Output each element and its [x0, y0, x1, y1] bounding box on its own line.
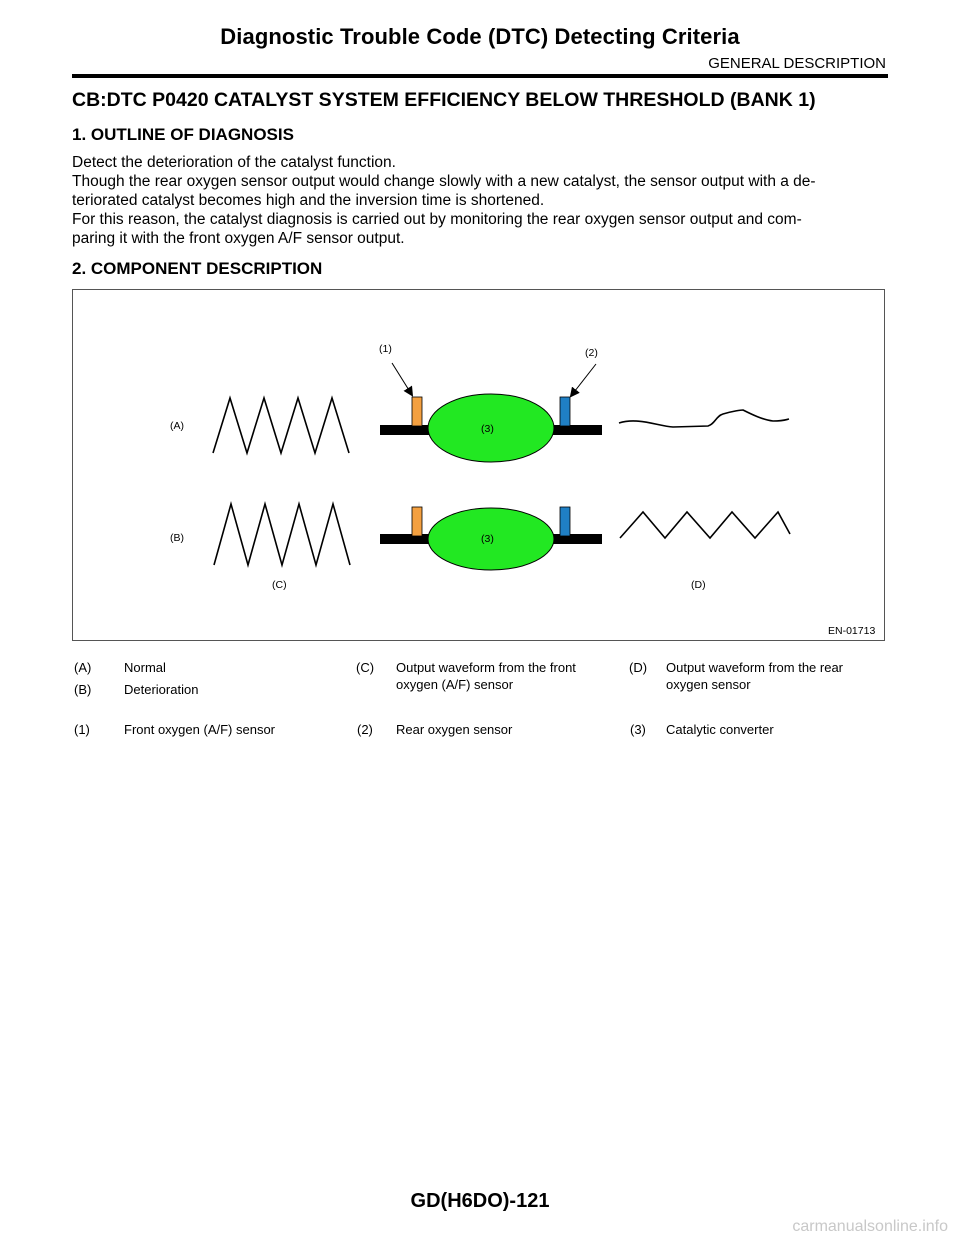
rear-waveform-deterioration — [620, 512, 790, 538]
page-number: GD(H6DO)-121 — [410, 1190, 550, 1212]
catalyst-diagram — [72, 289, 885, 641]
outline-line: Detect the deterioration of the catalyst function. — [72, 154, 396, 171]
watermark: carmanualsonline.info — [792, 1218, 948, 1235]
legend-key: (B) — [74, 682, 92, 697]
rear-waveform-normal — [619, 410, 789, 427]
legend-item-1 — [74, 721, 344, 741]
label-3-top: (3) — [481, 423, 494, 435]
front-sensor-normal — [412, 397, 422, 426]
header-rule — [72, 74, 888, 78]
callout-arrow-1 — [392, 363, 412, 395]
label-2: (2) — [585, 347, 598, 359]
legend-text: Deterioration — [124, 682, 199, 697]
legend-item-b — [74, 681, 324, 701]
legend-text-line: oxygen sensor — [666, 677, 751, 692]
legend-key: (3) — [630, 722, 646, 737]
page-title: Diagnostic Trouble Code (DTC) Detecting Criteria — [220, 24, 740, 49]
legend-key: (2) — [357, 722, 373, 737]
legend-item-d — [629, 659, 889, 695]
outline-heading: 1. OUTLINE OF DIAGNOSIS — [72, 125, 294, 144]
legend-key: (A) — [74, 660, 92, 675]
dtc-heading: CB:DTC P0420 CATALYST SYSTEM EFFICIENCY BELOW THRESHOLD (BANK 1) — [72, 89, 816, 111]
legend-text-line: Output waveform from the rear — [666, 660, 844, 675]
front-sensor-deterioration — [412, 507, 422, 536]
label-b: (B) — [170, 532, 184, 544]
legend-key: (C) — [356, 660, 375, 675]
legend-text: Normal — [124, 660, 166, 675]
outline-text — [72, 153, 888, 248]
outline-line: teriorated catalyst becomes high and the inversion time is shortened. — [72, 192, 545, 209]
outline-line: Though the rear oxygen sensor output would change slowly with a new catalyst, the sensor output with a de- — [72, 173, 816, 190]
rear-sensor-deterioration — [560, 507, 570, 536]
legend-item-a — [74, 659, 324, 679]
callout-arrow-2 — [571, 364, 596, 396]
front-waveform-deterioration — [214, 504, 350, 565]
outline-line: For this reason, the catalyst diagnosis is carried out by monitoring the rear oxygen sensor output and com- — [72, 211, 802, 228]
front-waveform-normal — [213, 398, 349, 453]
legend-item-c — [356, 659, 616, 695]
outline-line: paring it with the front oxygen A/F sensor output. — [72, 230, 405, 247]
legend-key: (1) — [74, 722, 90, 737]
label-a: (A) — [170, 420, 184, 432]
label-3-bottom: (3) — [481, 533, 494, 545]
legend-item-3 — [630, 721, 880, 741]
legend-text: Rear oxygen sensor — [396, 722, 513, 737]
legend-text-line: oxygen (A/F) sensor — [396, 677, 514, 692]
label-d: (D) — [691, 579, 706, 591]
diagram-svg — [73, 290, 886, 642]
component-heading: 2. COMPONENT DESCRIPTION — [72, 259, 323, 278]
figure-id: EN-01713 — [828, 625, 876, 637]
label-1: (1) — [379, 343, 392, 355]
legend-text: Front oxygen (A/F) sensor — [124, 722, 275, 737]
legend-item-2 — [357, 721, 607, 741]
section-label: GENERAL DESCRIPTION — [708, 55, 886, 72]
legend-text: Catalytic converter — [666, 722, 774, 737]
label-c: (C) — [272, 579, 287, 591]
legend-key: (D) — [629, 660, 648, 675]
rear-sensor-normal — [560, 397, 570, 426]
legend-text-line: Output waveform from the front — [396, 660, 576, 675]
